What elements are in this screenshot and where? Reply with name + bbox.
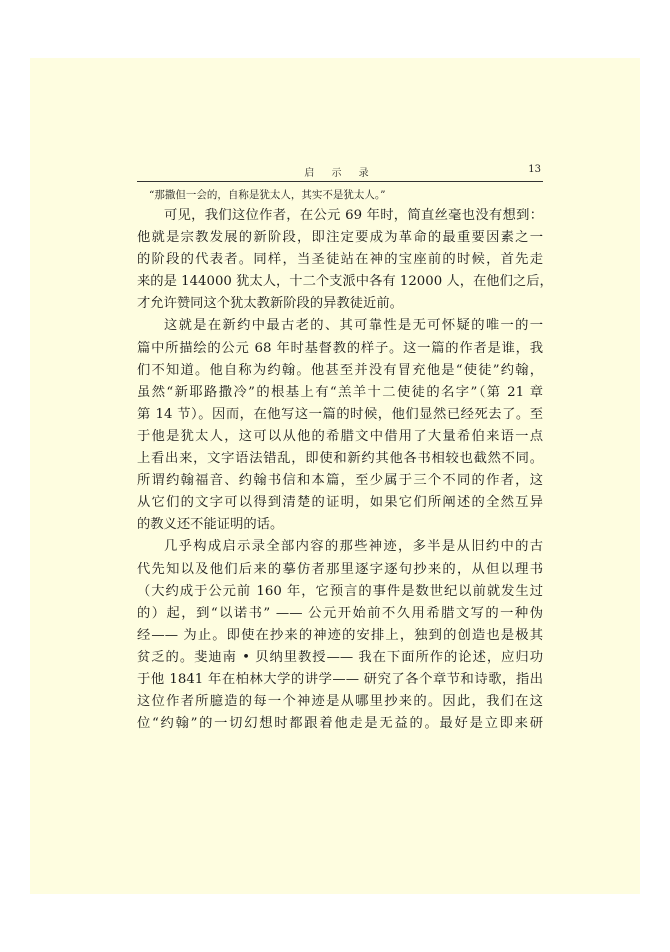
page-number: 13: [528, 164, 541, 175]
text-line: 位“约翰”的一切幻想时都跟着他走是无益的。最好是立即来研: [137, 716, 543, 732]
text-line: 来的是 144000 犹太人，十二个支派中各有 12000 人，在他们之后，: [137, 274, 553, 290]
text-line: 经—— 为止。即使在抄来的神迹的安排上，独到的创造也是极其: [137, 627, 543, 643]
text-line: 于他是犹太人，这可以从他的希腊文中借用了大量希伯来语一点: [137, 428, 543, 444]
text-line: 们不知道。他自称为约翰。他甚至并没有冒充他是“使徒”约翰，: [137, 362, 543, 378]
paragraphs: [137, 205, 553, 735]
running-header: [137, 163, 543, 182]
text-line: 的阶段的代表者。同样，当圣徒站在神的宝座前的时候，首先走: [137, 252, 543, 268]
text-line: 贫乏的。斐迪南 • 贝纳里教授—— 我在下面所作的论述，应归功: [137, 649, 543, 665]
quote-line: “那撒但一会的，自称是犹太人，其实不是犹太人。”: [149, 189, 386, 201]
body-text: [137, 187, 553, 735]
text-line: 上看出来，文字语法错乱，即使和新约其他各书相较也截然不同。: [137, 451, 543, 467]
text-line: 第 14 节）。因而，在他写这一篇的时候，他们显然已经死去了。至: [137, 406, 543, 422]
text-line: 他就是宗教发展的新阶段，即注定要成为革命的最重要因素之一: [137, 230, 543, 246]
paragraph: [137, 315, 543, 536]
text-line: 可见，我们这位作者，在公元 69 年时，简直丝毫也没有想到：: [164, 208, 543, 223]
text-line: 几乎构成启示录全部内容的那些神迹，多半是从旧约中的古: [164, 539, 543, 555]
text-line: 篇中所描绘的公元 68 年时基督教的样子。这一篇的作者是谁，我: [137, 340, 543, 356]
text-line: 代先知以及他们后来的摹仿者那里逐字逐句抄来的，从但以理书: [137, 561, 543, 577]
text-line: 于他 1841 年在柏林大学的讲学—— 研究了各个章节和诗歌，指出: [137, 671, 543, 687]
text-line: 才允许赞同这个犹太教新阶段的异教徒近前。: [137, 296, 403, 312]
running-title: 启 示 录: [304, 168, 376, 179]
paragraph: [137, 205, 553, 315]
text-line: 的）起，到“以诺书” —— 公元开始前不久用希腊文写的一种伪: [137, 605, 543, 621]
text-line: 虽然“新耶路撒冷”的根基上有“羔羊十二使徒的名字”（第 21 章: [137, 384, 543, 400]
text-line: （大约成于公元前 160 年，它预言的事件是数世纪以前就发生过: [137, 583, 543, 599]
text-line: 所谓约翰福音、约翰书信和本篇，至少属于三个不同的作者，这: [137, 473, 543, 489]
text-line: 这位作者所臆造的每一个神迹是从哪里抄来的。因此，我们在这: [137, 694, 543, 710]
text-line: 的教义还不能证明的话。: [137, 517, 284, 533]
text-line: 从它们的文字可以得到清楚的证明，如果它们所阐述的全然互异: [137, 495, 543, 511]
text-line: 这就是在新约中最古老的、其可靠性是无可怀疑的唯一的一: [164, 318, 543, 334]
paragraph: [137, 536, 543, 735]
